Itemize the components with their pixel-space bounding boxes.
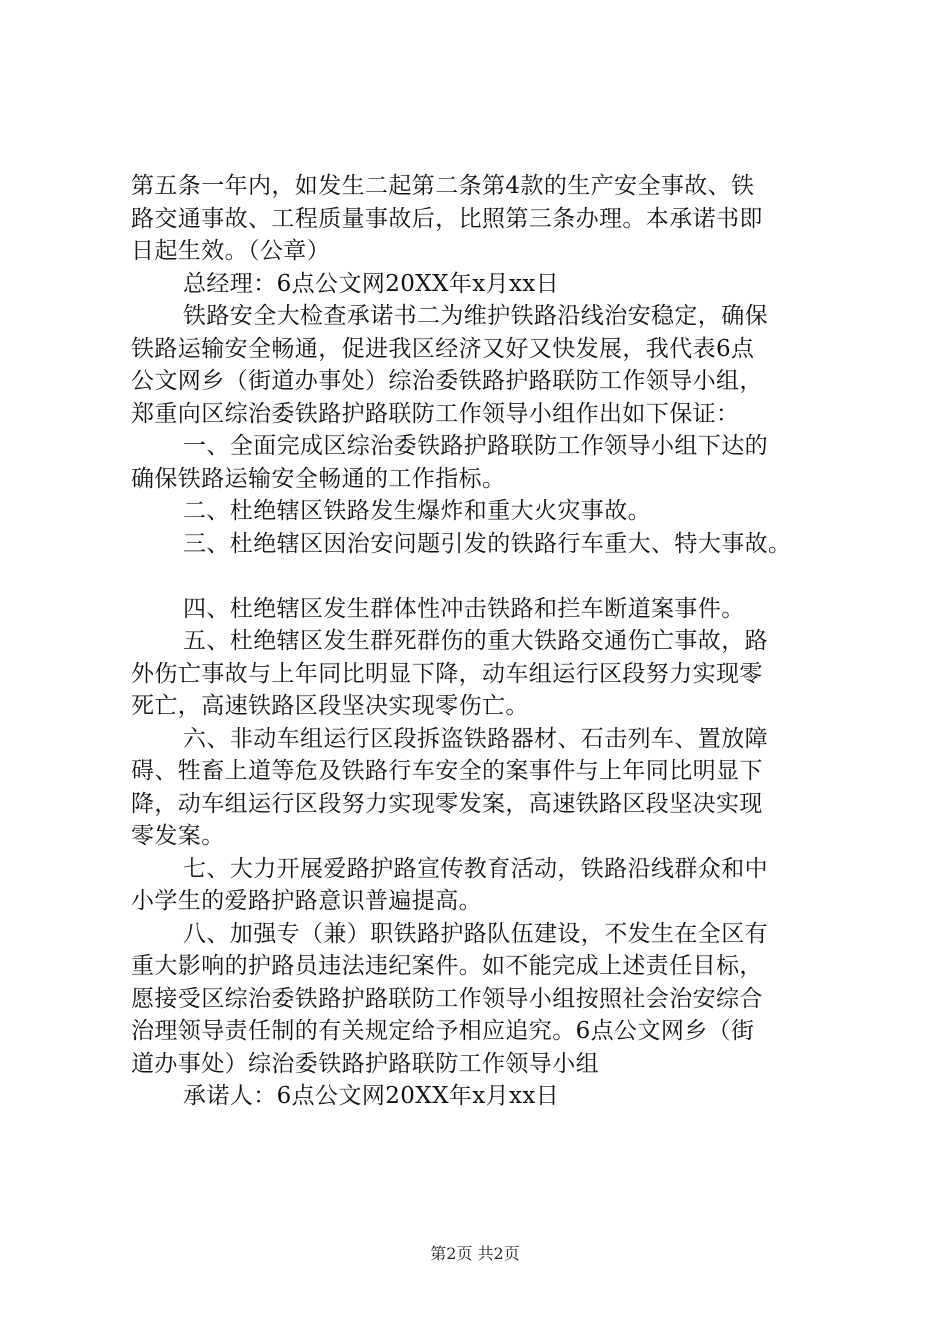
text-line: 承诺人：6点公文网20XX年x月xx日 — [183, 1083, 560, 1109]
text-line: 二、杜绝辖区铁路发生爆炸和重大火灾事故。 — [183, 498, 651, 524]
text-line: 郑重向区综治委铁路护路联防工作领导小组作出如下保证： — [131, 400, 740, 427]
page-footer: 第2页 共2页 — [430, 1244, 520, 1263]
text-line: 碍、牲畜上道等危及铁路行车安全的案事件与上年同比明显下 — [131, 758, 763, 784]
document-body — [131, 170, 836, 1113]
text-line: 死亡，高速铁路区段坚决实现零伤亡。 — [131, 693, 529, 719]
text-line: 日起生效。（公章） — [131, 238, 331, 264]
text-line: 六、非动车组运行区段拆盗铁路器材、石击列车、置放障 — [183, 725, 768, 752]
text-line: 公文网乡（街道办事处）综治委铁路护路联防工作领导小组， — [131, 368, 763, 394]
text-line: 一、全面完成区综治委铁路护路联防工作领导小组下达的 — [183, 433, 768, 459]
text-line: 铁路安全大检查承诺书二为维护铁路沿线治安稳定，确保 — [183, 303, 768, 329]
text-line: 外伤亡事故与上年同比明显下降，动车组运行区段努力实现零 — [131, 660, 763, 687]
text-line: 降，动车组运行区段努力实现零发案，高速铁路区段坚决实现 — [131, 790, 763, 817]
text-line: 道办事处）综治委铁路护路联防工作领导小组 — [131, 1050, 599, 1077]
text-line: 七、大力开展爱路护路宣传教育活动，铁路沿线群众和中 — [183, 855, 768, 882]
text-line: 愿接受区综治委铁路护路联防工作领导小组按照社会治安综合 — [131, 985, 763, 1012]
blank-line — [131, 560, 836, 593]
text-line: 小学生的爱路护路意识普遍提高。 — [131, 888, 482, 914]
text-line: 重大影响的护路员违法违纪案件。如不能完成上述责任目标， — [131, 953, 763, 979]
text-line: 确保铁路运输安全畅通的工作指标。 — [131, 465, 506, 492]
text-line: 第五条一年内，如发生二起第二条第4款的生产安全事故、铁 — [131, 173, 755, 199]
text-line: 三、杜绝辖区因治安问题引发的铁路行车重大、特大事故。 — [183, 530, 792, 557]
text-line: 总经理：6点公文网20XX年x月xx日 — [183, 270, 560, 297]
text-line: 治理领导责任制的有关规定给予相应追究。6点公文网乡（街 — [131, 1018, 755, 1044]
text-line: 路交通事故、工程质量事故后，比照第三条办理。本承诺书即 — [131, 205, 763, 232]
text-line: 五、杜绝辖区发生群死群伤的重大铁路交通伤亡事故，路 — [183, 628, 768, 654]
text-line: 八、加强专（兼）职铁路护路队伍建设，不发生在全区有 — [183, 920, 768, 947]
text-line: 四、杜绝辖区发生群体性冲击铁路和拦车断道案事件。 — [183, 595, 745, 622]
text-line: 铁路运输安全畅通，促进我区经济又好又快发展，我代表6点 — [131, 335, 755, 362]
text-line: 零发案。 — [131, 823, 225, 849]
